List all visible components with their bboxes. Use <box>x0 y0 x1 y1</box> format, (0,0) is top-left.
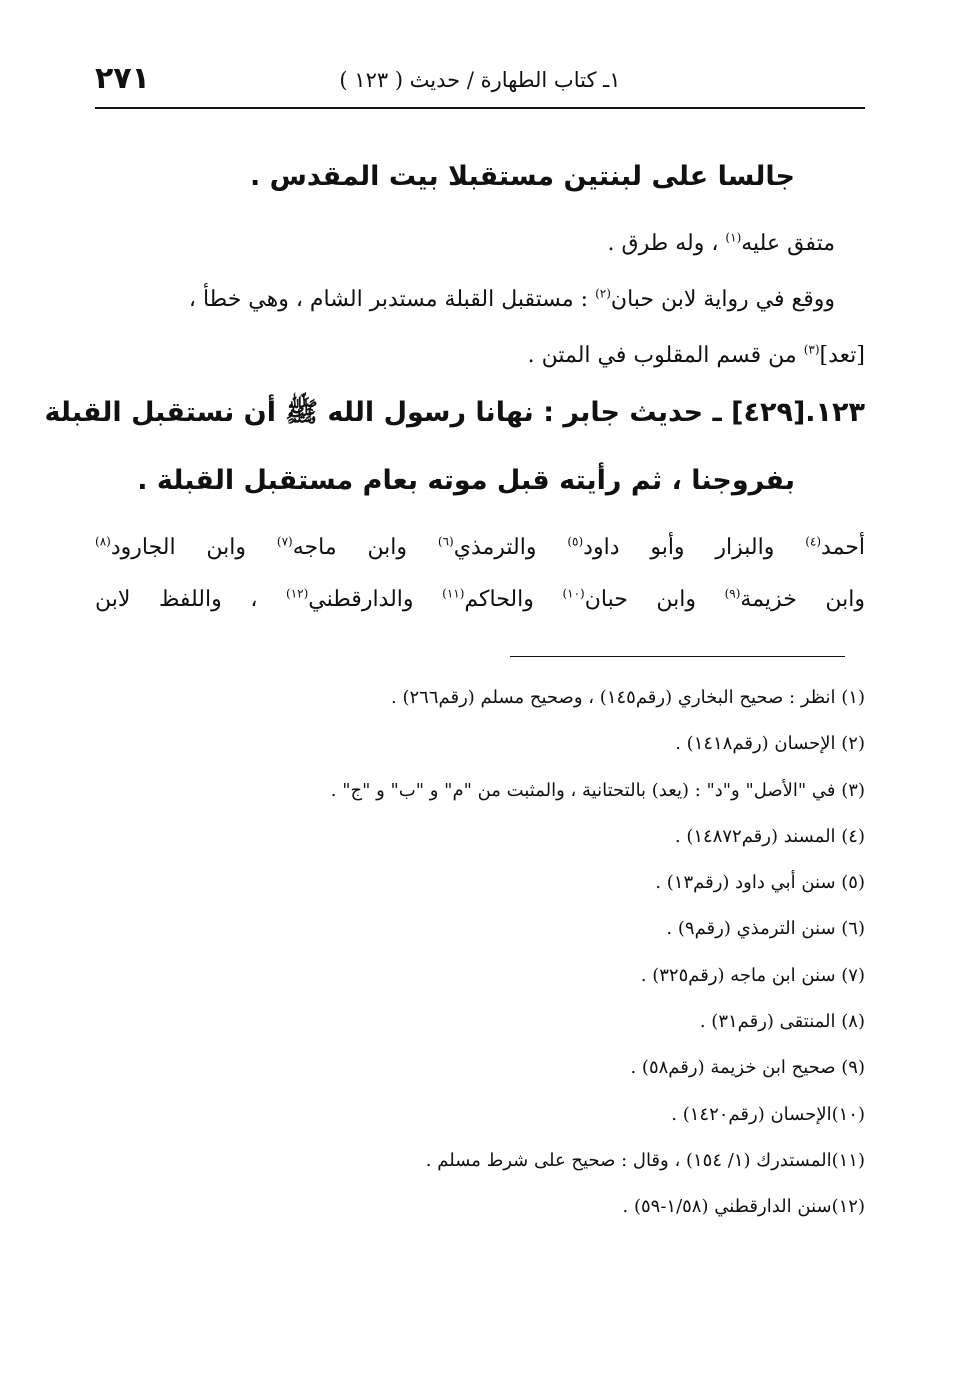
footnote-9: (٩) صحيح ابن خزيمة (رقم٥٨) . <box>630 1057 865 1079</box>
footnote-12: (١٢)سنن الدارقطني (١/٥٨-٥٩) . <box>622 1196 865 1218</box>
takhrij-source: وابن خزيمة <box>740 587 865 612</box>
footnote-ref-8: (٨) <box>95 534 111 549</box>
takhrij-source: والدارقطني <box>308 587 443 612</box>
hadith-123-line-2: بفروجنا ، ثم رأيته قبل موته بعام مستقبل القبلة . <box>137 465 795 496</box>
takhrij-line-1 <box>95 532 865 564</box>
takhrij-source: والبزار وأبو داود <box>583 535 806 560</box>
takhrij-source: ، واللفظ لابن <box>95 587 287 612</box>
footnote-11: (١١)المستدرك (١/ ١٥٤) ، وقال : صحيح على شرط مسلم . <box>425 1149 865 1171</box>
riwaya-text: ووقع في رواية لابن حبان <box>610 287 835 312</box>
footnote-7: (٧) سنن ابن ماجه (رقم٣٢٥) . <box>640 964 865 986</box>
header-rule <box>95 107 865 109</box>
footnote-ref-11: (١١) <box>442 586 465 601</box>
footnote-8: (٨) المنتقى (رقم٣١) . <box>699 1011 865 1033</box>
tad-line <box>95 340 865 372</box>
footnote-3: (٣) في "الأصل" و"د" : (يعد) بالتحتانية ، والمثبت من "م" و "ب" و "ج" . <box>330 779 865 801</box>
footnotes-list <box>95 685 865 1241</box>
footnote-6: (٦) سنن الترمذي (رقم٩) . <box>666 918 865 940</box>
takhrij-line-2 <box>95 584 865 616</box>
footnote-10: (١٠)الإحسان (رقم١٤٢٠) . <box>671 1103 865 1125</box>
muttafaq-line <box>95 228 865 260</box>
tad-text: [تعد] <box>819 343 865 368</box>
riwaya-line <box>95 284 865 316</box>
muttafaq-text-after: ، وله طرق . <box>607 231 726 256</box>
hadith-continuation-line: جالسا على لبنتين مستقبلا بيت المقدس . <box>250 161 795 192</box>
footnote-ref-1: (١) <box>725 230 742 245</box>
page-header <box>95 62 865 102</box>
takhrij-source: وابن حبان <box>584 587 725 612</box>
footnote-5: (٥) سنن أبي داود (رقم١٣) . <box>655 872 865 894</box>
footnote-ref-5: (٥) <box>567 534 584 549</box>
takhrij-source: وابن ماجه <box>292 535 438 560</box>
footnote-ref-6: (٦) <box>437 534 454 549</box>
takhrij-source: والحاكم <box>464 587 563 612</box>
footnote-ref-4: (٤) <box>805 534 822 549</box>
footnote-ref-9: (٩) <box>724 586 741 601</box>
main-text <box>44 150 865 616</box>
footnote-4: (٤) المسند (رقم١٤٨٧٢) . <box>674 825 865 847</box>
footnote-ref-2: (٢) <box>595 286 611 301</box>
takhrij-source: أحمد <box>821 535 865 560</box>
takhrij-source: والترمذي <box>453 535 568 560</box>
footnote-ref-3: (٣) <box>803 342 820 357</box>
footnote-ref-7: (٧) <box>276 534 293 549</box>
tad-text-after: من قسم المقلوب في المتن . <box>527 343 804 368</box>
riwaya-text-after: : مستقبل القبلة مستدبر الشام ، وهي خطأ ، <box>188 287 596 312</box>
footnote-separator <box>510 656 845 657</box>
takhrij-source: وابن الجارود <box>110 535 277 560</box>
running-title: ١ـ كتاب الطهارة / حديث ( ١٢٣ ) <box>339 68 621 92</box>
muttafaq-text: متفق عليه <box>741 231 835 256</box>
page-number: ٢٧١ <box>95 61 150 96</box>
hadith-123-line-1: ١٢٣.[٤٢٩] ـ حديث جابر : نهانا رسول الله ﷺ أن نستقبل القبلة <box>44 397 865 428</box>
footnote-1: (١) انظر : صحيح البخاري (رقم١٤٥) ، وصحيح مسلم (رقم٢٦٦) . <box>391 687 865 708</box>
footnote-ref-10: (١٠) <box>562 586 585 601</box>
footnote-ref-12: (١٢) <box>286 586 309 601</box>
footnote-2: (٢) الإحسان (رقم١٤١٨) . <box>675 733 865 755</box>
